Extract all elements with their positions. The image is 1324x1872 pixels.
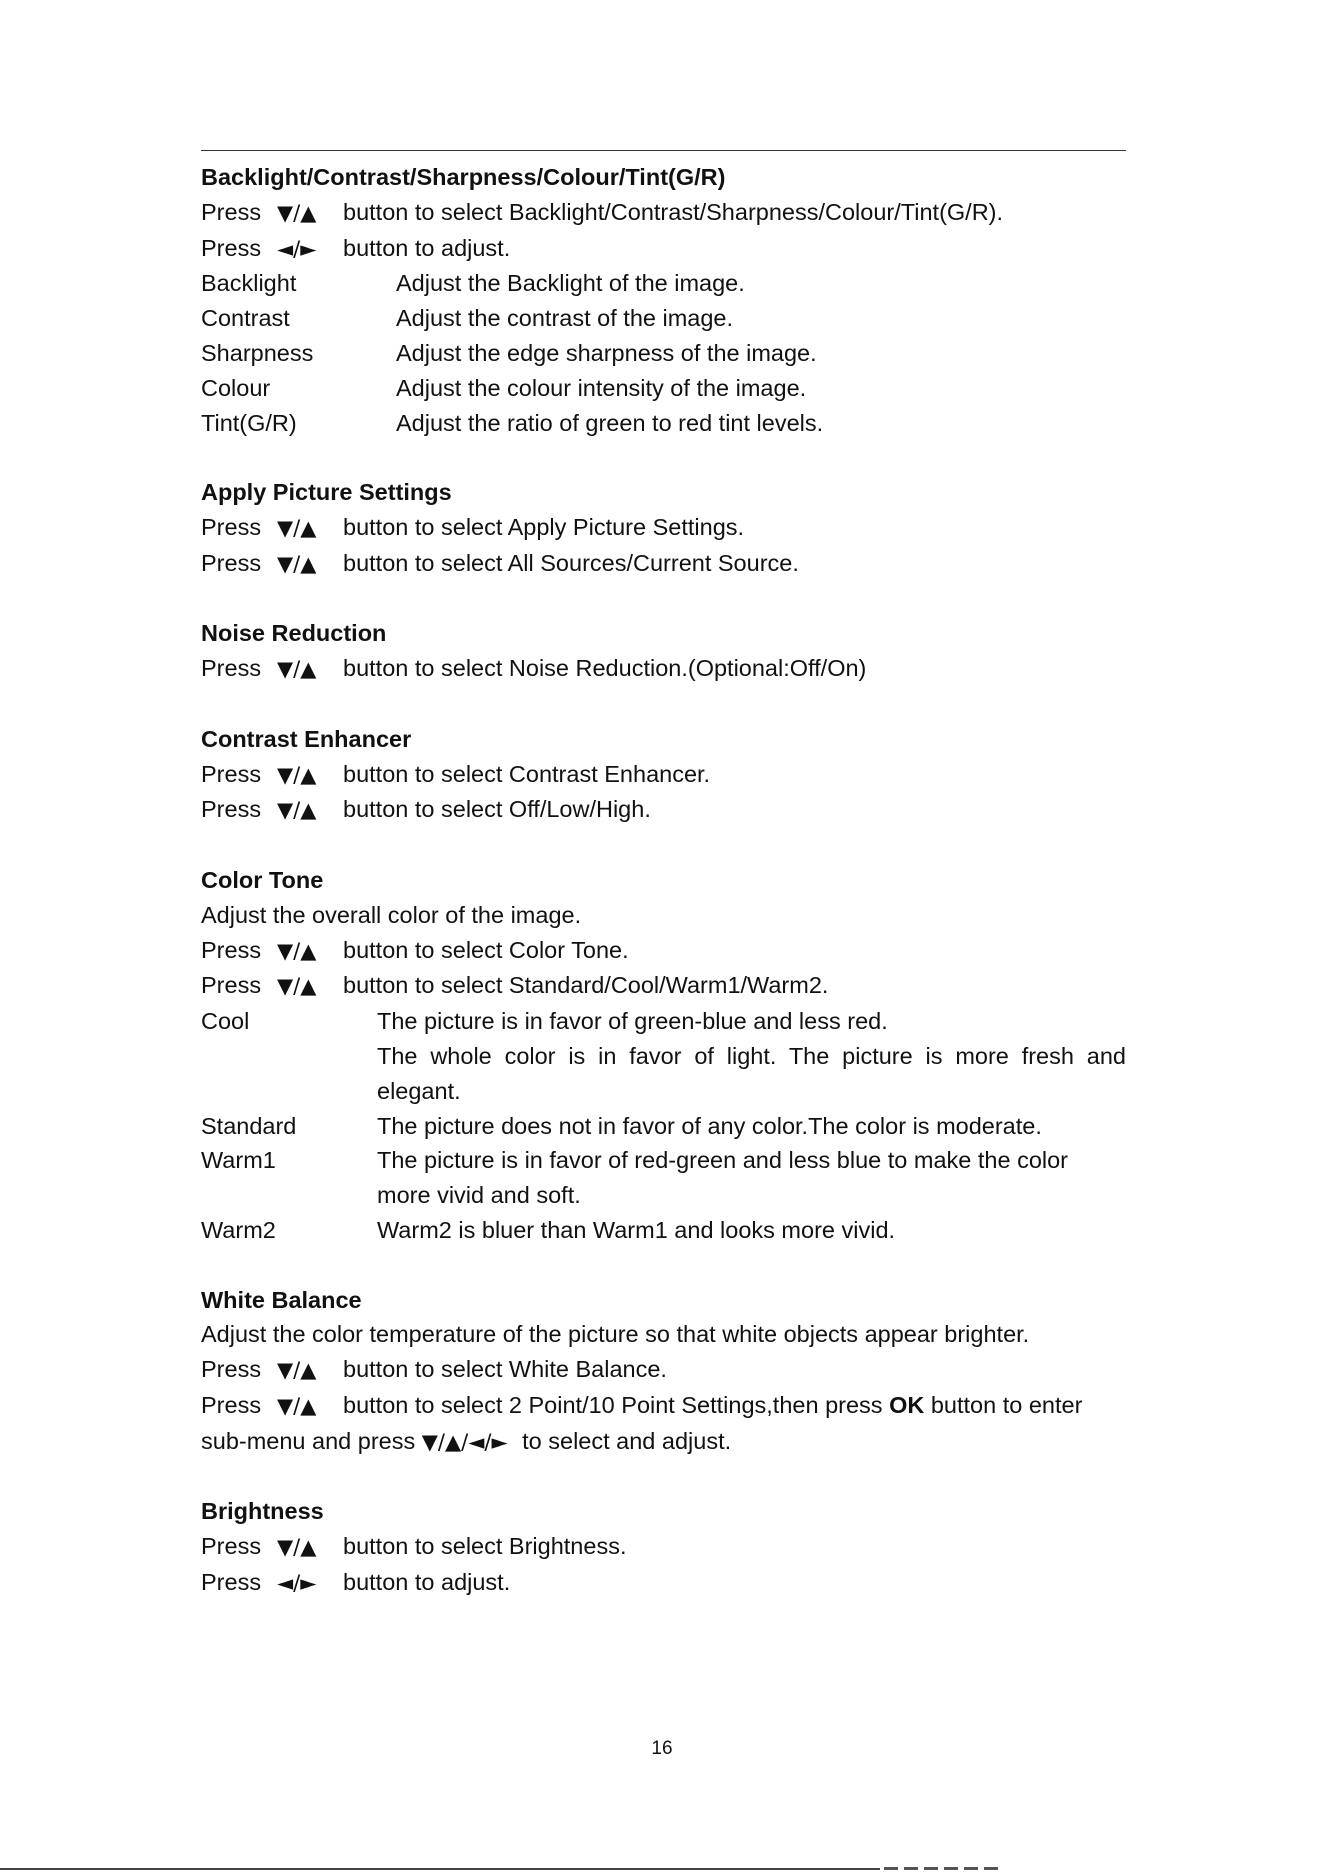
definition-row (201, 1004, 1126, 1039)
instruction-text: button to select All Sources/Current Source. (343, 549, 799, 576)
definition-term: Sharpness (201, 339, 314, 366)
instruction-line (201, 968, 1126, 1004)
press-label: Press (201, 234, 262, 261)
bottom-divider (0, 1868, 880, 1870)
arrow-keys-icon: ▼/▲/◄/► (421, 1429, 508, 1454)
press-label: Press (201, 936, 262, 963)
contrast-enhancer-section (201, 722, 1126, 828)
arrow-keys-icon: ▼/▲ (277, 200, 317, 225)
section-heading: White Balance (201, 1286, 362, 1313)
definition-row (201, 1109, 1126, 1144)
arrow-keys-icon: ▼/▲ (277, 1358, 317, 1383)
instruction-text: button to adjust. (343, 1568, 511, 1595)
press-label: Press (201, 549, 262, 576)
page-content (201, 160, 1126, 1635)
press-label: Press (201, 1533, 262, 1560)
section-heading: Backlight/Contrast/Sharpness/Colour/Tint(G/R) (201, 164, 726, 190)
arrow-keys-icon: ▼/▲ (277, 798, 317, 823)
instruction-text: to select and adjust. (522, 1427, 732, 1454)
press-label: Press (201, 760, 262, 787)
instruction-line (201, 1529, 1126, 1565)
instruction-line (201, 231, 1126, 267)
instruction-text: button to select Standard/Cool/Warm1/Warm2. (343, 972, 829, 999)
definition-list (201, 266, 1126, 440)
definition-row (201, 1039, 1126, 1074)
definition-row (201, 371, 1126, 406)
arrow-keys-icon: ▼/▲ (277, 551, 317, 576)
definition-term: Colour (201, 374, 271, 401)
noise-reduction-section (201, 616, 1126, 687)
definition-term (201, 1039, 377, 1074)
instruction-line (201, 651, 1126, 687)
page-number: 16 (651, 1738, 673, 1759)
definition-term: Tint(G/R) (201, 409, 297, 436)
arrow-keys-icon: ▼/▲ (277, 515, 317, 540)
instruction-line (201, 792, 1126, 828)
definition-term: Backlight (201, 270, 297, 297)
brightness-section (201, 1494, 1126, 1600)
instruction-line (201, 757, 1126, 793)
press-label: Press (201, 513, 262, 540)
definition-row (201, 1074, 1126, 1109)
definition-desc: Adjust the colour intensity of the image. (396, 374, 807, 401)
section-heading: Color Tone (201, 866, 324, 893)
press-label: Press (201, 655, 262, 682)
definition-row (201, 266, 1126, 301)
white-balance-section (201, 1283, 1126, 1460)
arrow-keys-icon: ▼/▲ (277, 938, 317, 963)
press-label: Press (201, 198, 262, 225)
color-tone-section (201, 863, 1126, 1248)
instruction-text: button to select Backlight/Contrast/Sharpness/Colour/Tint(G/R). (343, 198, 1004, 225)
instruction-text: button to select Off/Low/High. (343, 796, 651, 823)
definition-row (201, 406, 1126, 441)
definition-list (201, 1004, 1126, 1248)
arrow-keys-icon: ▼/▲ (277, 762, 317, 787)
definition-desc: more vivid and soft. (377, 1182, 581, 1209)
definition-term (201, 1074, 377, 1109)
section-heading: Brightness (201, 1498, 324, 1525)
instruction-line (201, 1352, 1126, 1388)
instruction-line (201, 195, 1126, 231)
arrow-keys-icon: ▼/▲ (277, 1535, 317, 1560)
ok-key-label: OK (889, 1391, 925, 1418)
instruction-line (201, 1424, 1126, 1460)
definition-desc: elegant. (377, 1077, 461, 1104)
definition-term: Warm2 (201, 1216, 276, 1243)
definition-term: Warm1 (201, 1147, 276, 1174)
instruction-text: button to select Apply Picture Settings. (343, 513, 745, 540)
arrow-keys-icon: ◄/► (277, 236, 317, 261)
definition-desc: The whole color is in favor of light. The picture is more fresh and (377, 1042, 1126, 1069)
apply-picture-settings-section (201, 475, 1126, 581)
backlight-section (201, 160, 1126, 440)
definition-row (201, 336, 1126, 371)
definition-desc: Adjust the ratio of green to red tint levels. (396, 409, 824, 436)
definition-term: Contrast (201, 305, 290, 332)
instruction-line (201, 1565, 1126, 1601)
definition-row (201, 1213, 1126, 1248)
press-label: Press (201, 796, 262, 823)
definition-term: Standard (201, 1112, 297, 1139)
definition-desc: The picture is in favor of green-blue and less red. (377, 1008, 888, 1035)
instruction-text: sub-menu and press (201, 1427, 416, 1454)
intro-text: Adjust the color temperature of the picture so that white objects appear brighter. (201, 1321, 1030, 1348)
definition-desc: Warm2 is bluer than Warm1 and looks more vivid. (377, 1216, 896, 1243)
definition-desc: Adjust the edge sharpness of the image. (396, 339, 817, 366)
arrow-keys-icon: ▼/▲ (277, 657, 317, 682)
section-heading: Contrast Enhancer (201, 725, 412, 752)
instruction-line (201, 1388, 1126, 1424)
instruction-text: button to select Contrast Enhancer. (343, 760, 711, 787)
top-divider (201, 150, 1126, 151)
arrow-keys-icon: ▼/▲ (277, 974, 317, 999)
definition-row (201, 1143, 1126, 1178)
definition-term (201, 1178, 377, 1213)
press-label: Press (201, 1391, 262, 1418)
definition-row (201, 1178, 1126, 1213)
definition-desc: The picture is in favor of red-green and less blue to make the color (377, 1147, 1069, 1174)
arrow-keys-icon: ▼/▲ (277, 1393, 317, 1418)
instruction-text: button to select 2 Point/10 Point Settings,then press (343, 1391, 883, 1418)
press-label: Press (201, 972, 262, 999)
instruction-line (201, 546, 1126, 582)
definition-desc: The picture does not in favor of any color.The color is moderate. (377, 1112, 1042, 1139)
instruction-text: button to select Brightness. (343, 1533, 627, 1560)
bottom-scan-marks (884, 1867, 1004, 1870)
instruction-text: button to select Color Tone. (343, 936, 629, 963)
instruction-line (201, 510, 1126, 546)
definition-desc: Adjust the contrast of the image. (396, 305, 734, 332)
instruction-text: button to adjust. (343, 234, 511, 261)
arrow-keys-icon: ◄/► (277, 1570, 317, 1595)
instruction-text: button to select White Balance. (343, 1356, 667, 1383)
press-label: Press (201, 1568, 262, 1595)
section-heading: Noise Reduction (201, 620, 387, 647)
press-label: Press (201, 1356, 262, 1383)
instruction-line (201, 933, 1126, 969)
definition-term: Cool (201, 1008, 250, 1035)
section-heading: Apply Picture Settings (201, 479, 452, 506)
intro-text: Adjust the overall color of the image. (201, 901, 582, 928)
instruction-text: button to select Noise Reduction.(Optional:Off/On) (343, 655, 867, 682)
definition-row (201, 301, 1126, 336)
definition-desc: Adjust the Backlight of the image. (396, 270, 745, 297)
instruction-text: button to enter (930, 1391, 1083, 1418)
